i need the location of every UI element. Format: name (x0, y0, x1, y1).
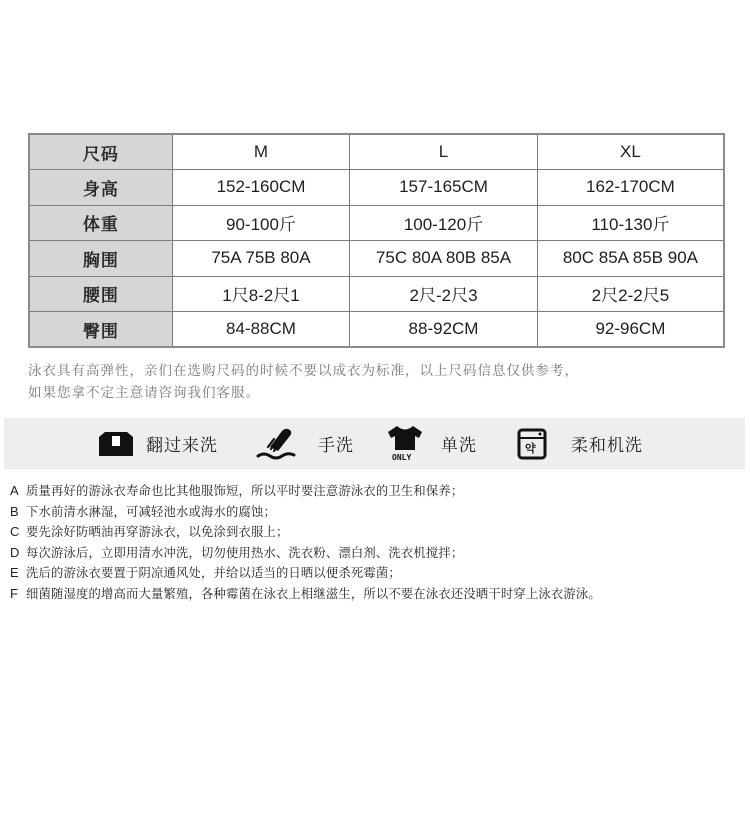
row-label-size: 尺码 (29, 134, 172, 170)
list-item (10, 522, 750, 543)
table-cell: 2尺2-2尺5 (537, 276, 724, 312)
table-row-weight (29, 205, 724, 241)
table-cell: 1尺8-2尺1 (172, 276, 349, 312)
table-cell: 157-165CM (350, 170, 538, 206)
table-row-hip (29, 312, 724, 348)
table-cell: 92-96CM (537, 312, 724, 348)
size-m: M (172, 134, 349, 170)
table-cell: 162-170CM (537, 170, 724, 206)
tip-text: 下水前清水淋湿，可减轻池水或海水的腐蚀； (26, 504, 276, 519)
tip-text: 洗后的游泳衣要置于阴凉通风处，并给以适当的日晒以便杀死霉菌； (26, 566, 401, 580)
list-item (10, 563, 750, 584)
tip-text: 细菌随湿度的增高而大量繁殖，各种霉菌在泳衣上相继滋生，所以不要在泳衣还没晒干时穿上泳衣游泳。 (26, 586, 601, 601)
care-instructions-bar (4, 418, 745, 469)
hand-wash-icon (256, 425, 298, 463)
size-note (28, 360, 738, 404)
wash-separately-icon-text: ONLY (392, 452, 412, 462)
table-cell: 110-130斤 (537, 205, 724, 241)
care-label-inside-out: 翻过来洗 (146, 436, 218, 456)
care-label-wash-separately: 单洗 (441, 436, 477, 456)
care-tips-list (10, 481, 750, 604)
row-label-weight: 体重 (29, 205, 172, 241)
care-item-hand-wash (256, 418, 354, 469)
list-item (10, 502, 750, 523)
list-item (10, 543, 750, 564)
care-label-gentle-machine-wash: 柔和机洗 (571, 436, 643, 456)
tip-text: 每次游泳后，立即用清水冲洗，切勿使用热水、洗衣粉、漂白剂、洗衣机搅拌； (26, 545, 464, 560)
table-cell: 90-100斤 (172, 205, 349, 241)
table-row-waist (29, 276, 724, 312)
tip-letter: A (10, 483, 19, 498)
table-cell: 2尺-2尺3 (350, 276, 538, 312)
table-row-bust (29, 241, 724, 277)
size-note-line-1: 泳衣具有高弹性，亲们在选购尺码的时候不要以成衣为标准，以上尺码信息仅供参考， (28, 363, 579, 379)
gentle-machine-wash-icon (517, 428, 547, 460)
table-cell: 152-160CM (172, 170, 349, 206)
size-l: L (350, 134, 538, 170)
care-item-wash-separately (385, 418, 477, 469)
care-label-hand-wash: 手洗 (318, 436, 354, 456)
tip-letter: B (10, 503, 19, 519)
table-cell: 84-88CM (172, 312, 349, 348)
table-row-height (29, 170, 724, 206)
wash-separately-icon (385, 422, 425, 466)
row-label-hip: 臀围 (29, 312, 172, 348)
list-item (10, 584, 750, 605)
row-label-bust: 胸围 (29, 241, 172, 277)
table-cell: 88-92CM (350, 312, 538, 348)
row-label-waist: 腰围 (29, 276, 172, 312)
table-cell: 80C 85A 85B 90A (537, 241, 724, 277)
size-header-row (29, 134, 724, 170)
tip-letter: D (10, 544, 20, 560)
care-item-gentle-machine-wash (517, 418, 643, 469)
size-xl: XL (537, 134, 724, 170)
inside-out-icon (98, 431, 134, 457)
gentle-machine-wash-icon-text: 약 (525, 441, 536, 455)
tip-text: 质量再好的游泳衣寿命也比其他服饰短，所以平时要注意游泳衣的卫生和保养； (26, 484, 464, 498)
table-cell: 100-120斤 (350, 205, 538, 241)
tip-letter: F (10, 585, 18, 601)
tip-text: 要先涂好防晒油再穿游泳衣，以免涂到衣服上； (26, 525, 289, 539)
care-item-inside-out (98, 418, 218, 469)
table-cell: 75C 80A 80B 85A (350, 241, 538, 277)
list-item (10, 481, 750, 502)
tip-letter: C (10, 524, 20, 539)
tip-letter: E (10, 565, 19, 580)
size-note-line-2: 如果您拿不定主意请咨询我们客服。 (28, 385, 260, 401)
size-chart-table (28, 133, 725, 348)
row-label-height: 身高 (29, 170, 172, 206)
table-cell: 75A 75B 80A (172, 241, 349, 277)
